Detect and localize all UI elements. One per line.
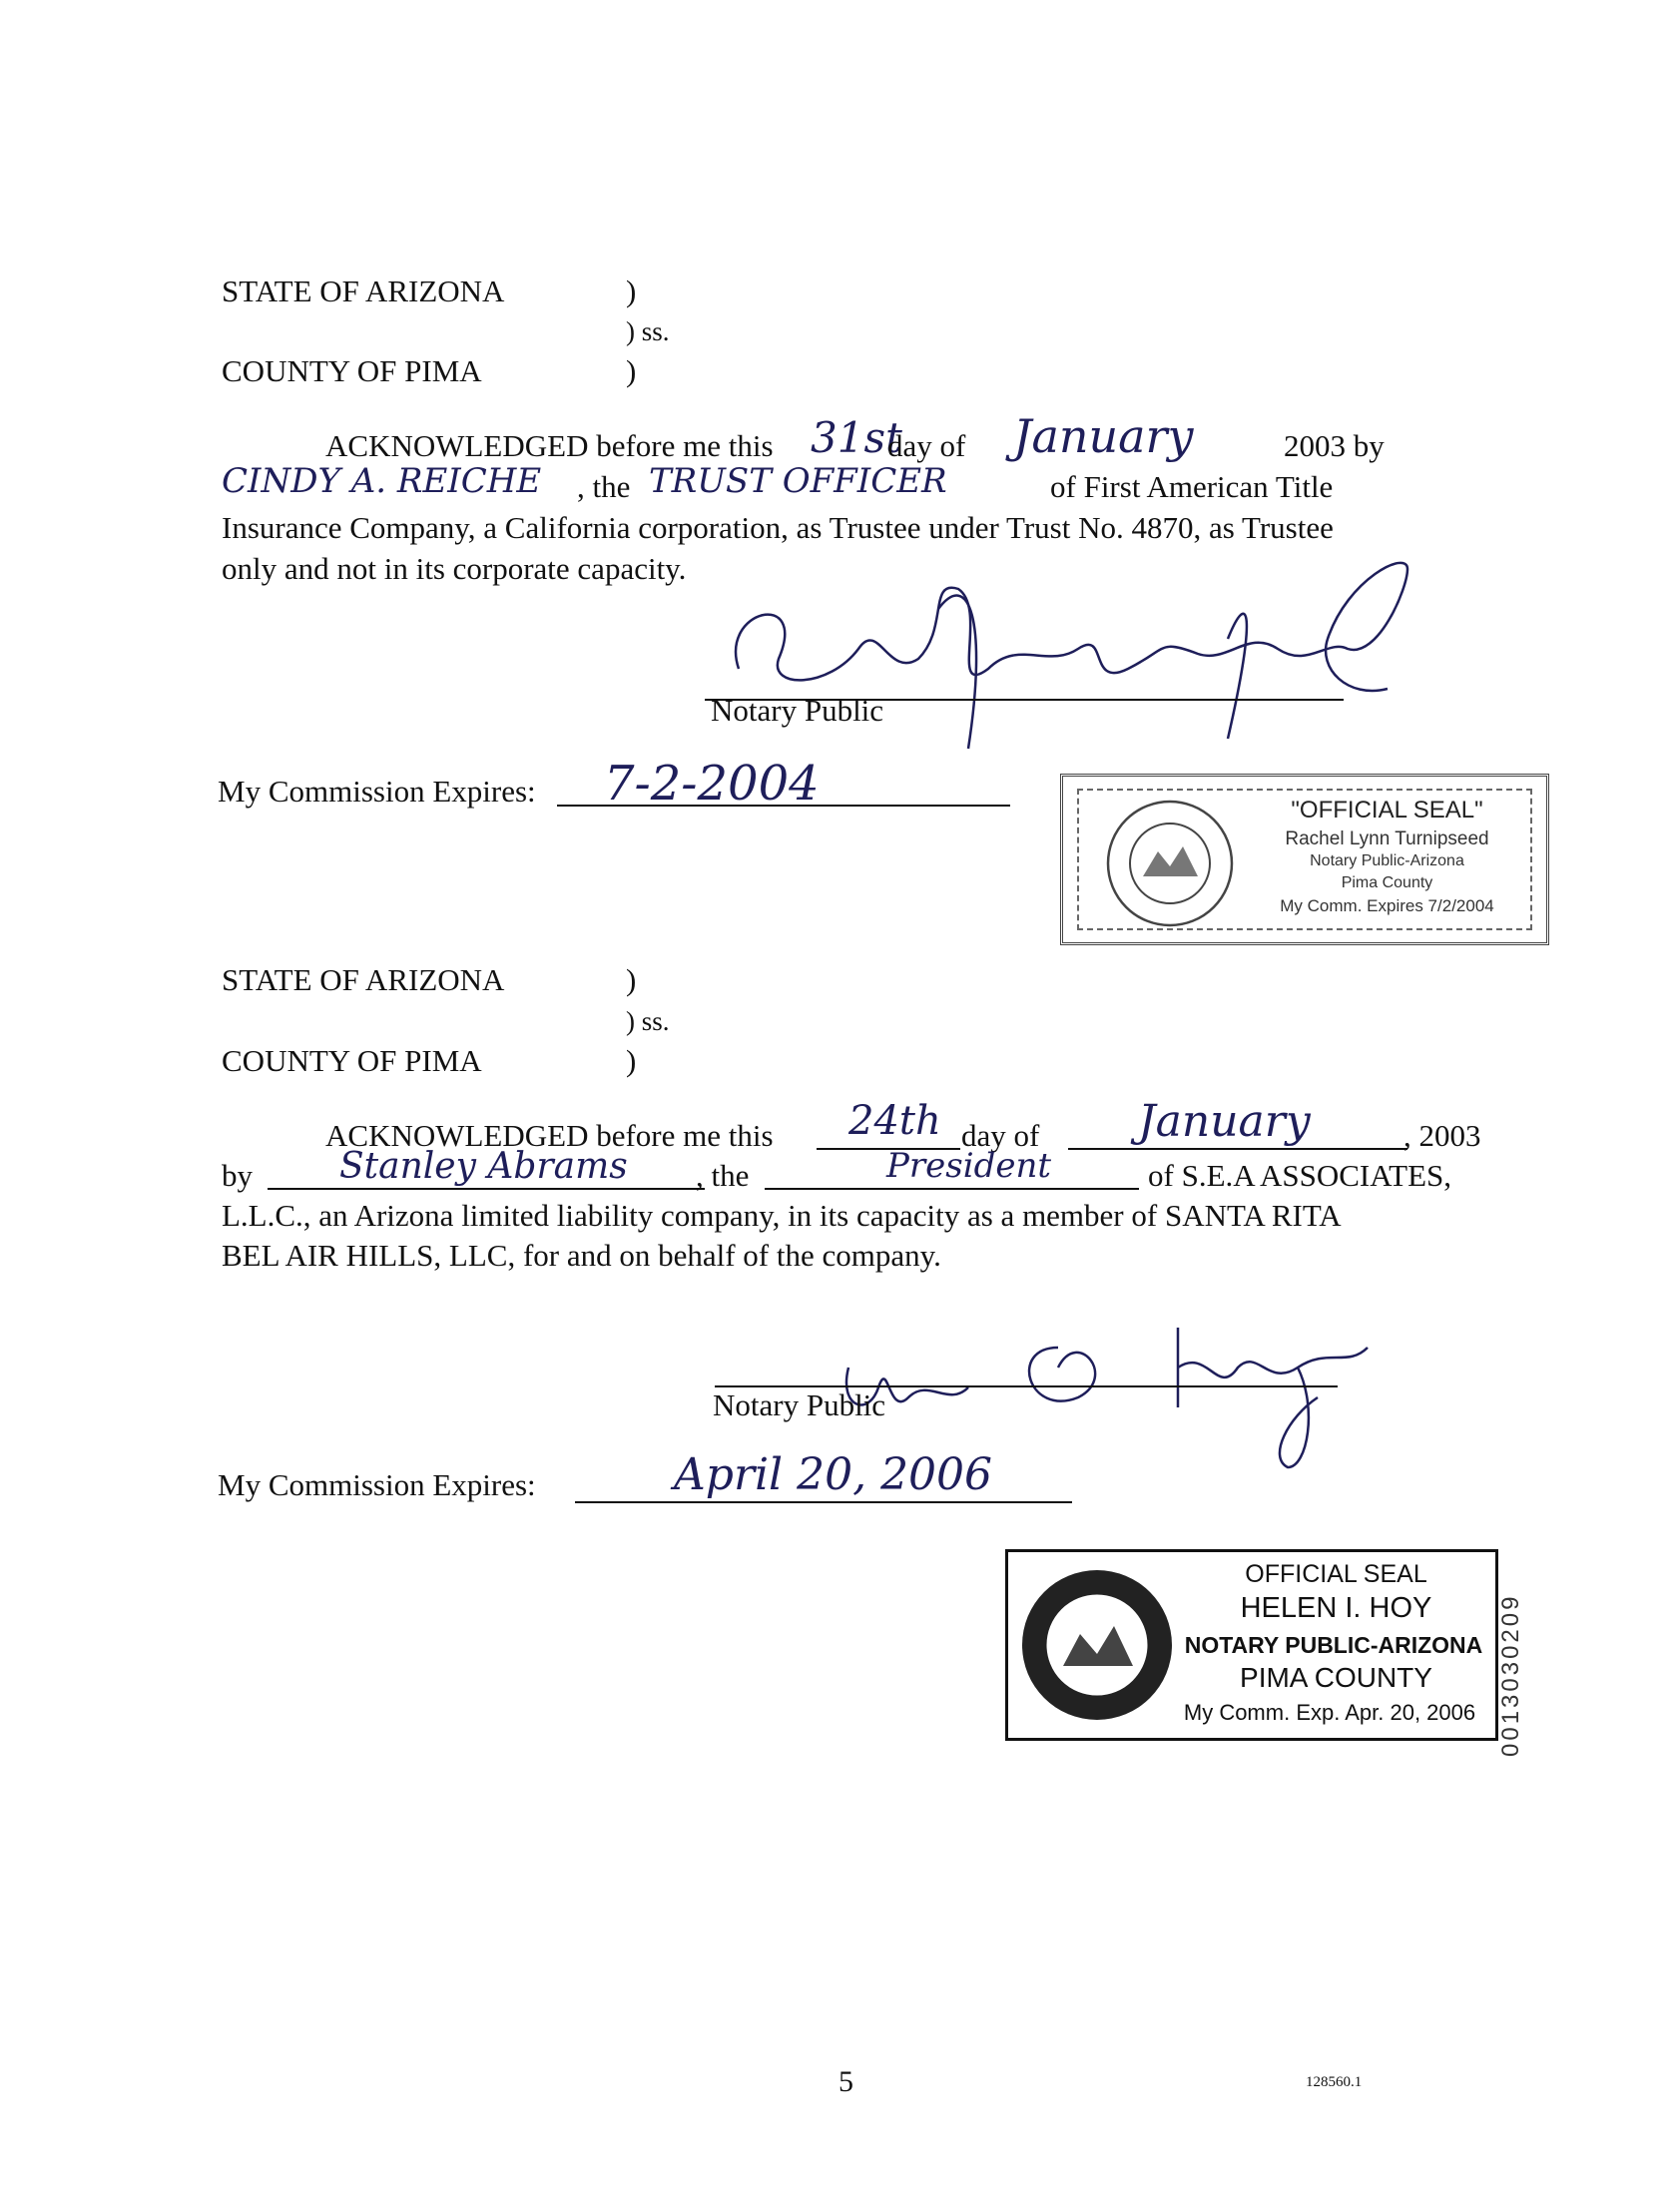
- state-label-2: STATE OF ARIZONA: [222, 962, 505, 997]
- ack2-text-1a: ACKNOWLEDGED before me this: [325, 1118, 774, 1153]
- seal1-title: "OFFICIAL SEAL": [1291, 797, 1483, 824]
- handwritten-title-1: TRUST OFFICER: [649, 461, 947, 501]
- seal2-role: NOTARY PUBLIC-ARIZONA: [1184, 1632, 1483, 1658]
- state-label-1: STATE OF ARIZONA: [222, 274, 505, 308]
- official-seal-stamp-1: [1060, 774, 1549, 945]
- seal2-title: OFFICIAL SEAL: [1245, 1560, 1427, 1588]
- seal1-expires: My Comm. Expires 7/2/2004: [1280, 896, 1494, 915]
- handwritten-expires-2: April 20, 2006: [674, 1449, 993, 1500]
- handwritten-day-1: 31st: [811, 413, 902, 462]
- title-line-2: [765, 1188, 1139, 1190]
- state-seal-icon: [1018, 1566, 1176, 1724]
- doc-id: 128560.1: [1306, 2074, 1363, 2090]
- ack-text-4: only and not in its corporate capacity.: [222, 551, 687, 586]
- ack2-text-1c: , 2003: [1403, 1118, 1481, 1153]
- seal2-expires: My Comm. Exp. Apr. 20, 2006: [1183, 1700, 1476, 1725]
- seal1-name: Rachel Lynn Turnipseed: [1285, 828, 1489, 849]
- seal2-name: HELEN I. HOY: [1240, 1592, 1432, 1624]
- notary-public-label-1: Notary Public: [711, 693, 884, 728]
- official-seal-stamp-2: [1005, 1549, 1498, 1741]
- page-number: 5: [839, 2065, 853, 2098]
- handwritten-expires-1: 7-2-2004: [604, 756, 820, 812]
- county-label-2: COUNTY OF PIMA: [222, 1043, 482, 1078]
- ss-label-1: ) ss.: [626, 316, 670, 346]
- ack2-text-2b: , the: [696, 1158, 750, 1193]
- handwritten-name-1: CINDY A. REICHE: [222, 461, 542, 501]
- ss-label-2: ) ss.: [626, 1006, 670, 1036]
- paren-2a: ): [626, 962, 637, 997]
- handwritten-title-2: President: [886, 1146, 1052, 1186]
- ack-text-3: Insurance Company, a California corporation, as Trustee under Trust No. 4870, as Trustee: [222, 510, 1334, 545]
- county-label-1: COUNTY OF PIMA: [222, 353, 482, 388]
- commission-line-2: [575, 1501, 1072, 1503]
- handwritten-day-2: 24th: [848, 1098, 941, 1144]
- commission-label-2: My Commission Expires:: [218, 1467, 536, 1502]
- paren-1b: ): [626, 353, 637, 388]
- state-seal-icon: [1103, 797, 1238, 931]
- ack2-text-2a: by: [222, 1158, 253, 1193]
- ack-text-1b: day of: [887, 428, 966, 463]
- handwritten-month-2: January: [1138, 1096, 1311, 1147]
- ack2-text-2c: of S.E.A ASSOCIATES,: [1148, 1158, 1452, 1193]
- ack2-text-1b: day of: [961, 1118, 1040, 1153]
- handwritten-month-1: January: [1013, 409, 1194, 463]
- paren-2b: ): [626, 1043, 637, 1078]
- seal1-role: Notary Public-Arizona: [1310, 852, 1464, 869]
- name-line-2: [268, 1188, 705, 1190]
- ack-text-1c: 2003 by: [1284, 428, 1385, 463]
- month-line-2: [1068, 1148, 1407, 1150]
- paren-1a: ): [626, 274, 637, 308]
- handwritten-name-2: Stanley Abrams: [339, 1146, 628, 1187]
- notary-public-label-2: Notary Public: [713, 1387, 886, 1422]
- ack2-text-3: L.L.C., an Arizona limited liability company, in its capacity as a member of SANTA RITA: [222, 1198, 1342, 1233]
- ack2-text-4: BEL AIR HILLS, LLC, for and on behalf of the company.: [222, 1238, 941, 1273]
- seal2-county: PIMA COUNTY: [1240, 1662, 1432, 1693]
- seal1-county: Pima County: [1341, 874, 1433, 891]
- ack-text-1a: ACKNOWLEDGED before me this: [325, 428, 774, 463]
- ack-text-2b: of First American Title: [1050, 469, 1334, 504]
- commission-label-1: My Commission Expires:: [218, 774, 536, 809]
- recording-number: 0013030209: [1497, 1593, 1524, 1757]
- ack-text-2a: , the: [577, 469, 631, 504]
